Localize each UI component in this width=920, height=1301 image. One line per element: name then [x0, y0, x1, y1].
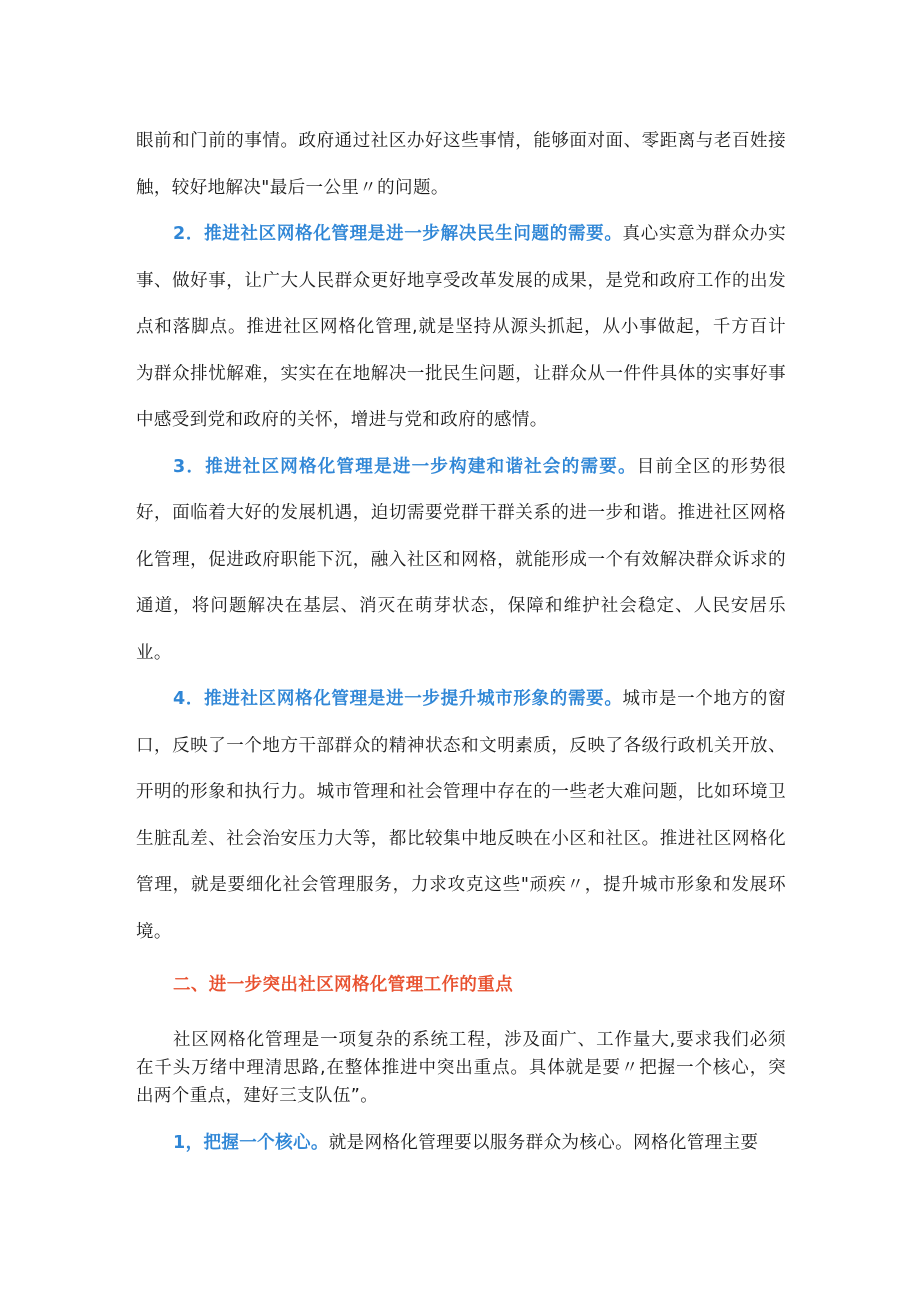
paragraph-body: 真心实意为群众办实事、做好事，让广大人民群众更好地享受改革发展的成果，是党和政府工作的出发点和落脚点。推进社区网格化管理,就是坚持从源头抓起，从小事做起，千方百计为群众排忧解难，实实在在地解决一批民生问题，让群众从一件件具体的实事好事中感受到党和政府的关怀，增进与党和政府的感情。 [136, 224, 786, 430]
section-intro: 社区网格化管理是一项复杂的系统工程，涉及面广、工作量大,要求我们必须在千头万绪中理清思路,在整体推进中突出重点。具体就是要〃把握一个核心，突出两个重点，建好三支队伍”。 [136, 1030, 786, 1106]
paragraph-body: 就是网格化管理要以服务群众为核心。网格化管理主要 [328, 1133, 759, 1153]
paragraph-continuation [136, 118, 786, 211]
paragraph-harmony [136, 444, 786, 677]
document-page [136, 118, 786, 1167]
paragraph-city-image [136, 676, 786, 955]
section-title: 二、进一步突出社区网格化管理工作的重点 [173, 975, 514, 995]
paragraph-body: 目前全区的形势很好，面临着大好的发展机遇，迫切需要党群干群关系的进一步和谐。推进社区网格化管理，促进政府职能下沉，融入社区和网格，就能形成一个有效解决群众诉求的通道，将问题解决在基层、消灭在萌芽状态，保障和维护社会稳定、人民安居乐业。 [136, 456, 786, 663]
paragraph-livelihood [136, 211, 786, 444]
paragraph-heading: 4．推进社区网格化管理是进一步提升城市形象的需要。 [173, 689, 623, 709]
paragraph-heading: 1，把握一个核心。 [173, 1133, 329, 1153]
paragraph-heading: 2．推进社区网格化管理是进一步解决民生问题的需要。 [173, 224, 623, 244]
paragraph-body: 眼前和门前的事情。政府通过社区办好这些事情，能够面对面、零距离与老百姓接触，较好地解决"最后一公里〃的问题。 [136, 131, 786, 198]
paragraph-heading: 3．推进社区网格化管理是进一步构建和谐社会的需要。 [173, 456, 637, 477]
paragraph-core [136, 1120, 786, 1167]
paragraph-body: 城市是一个地方的窗口，反映了一个地方干部群众的精神状态和文明素质，反映了各级行政机关开放、开明的形象和执行力。城市管理和社会管理中存在的一些老大难问题，比如环境卫生脏乱差、社会治安压力大等，都比较集中地反映在小区和社区。推进社区网格化管理，就是要细化社会管理服务，力求攻克这些"顽疾〃，提升城市形象和发展环境。 [136, 689, 786, 942]
